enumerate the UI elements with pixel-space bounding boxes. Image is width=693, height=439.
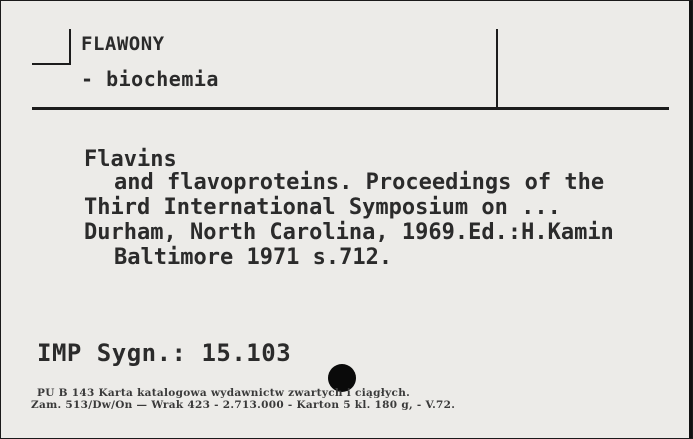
subject-heading: FLAWONY	[81, 33, 165, 55]
entry-line: Baltimore 1971 s.712.	[114, 245, 393, 270]
header-right-divider	[496, 29, 498, 109]
card-edge	[689, 1, 692, 439]
subject-subheading: - biochemia	[81, 67, 219, 91]
printer-imprint-line: Zam. 513/Dw/On — Wrak 423 - 2.713.000 - Karton 5 kl. 180 g, - V.72.	[31, 399, 456, 411]
header-rule	[32, 107, 669, 110]
entry-title: Flavins	[84, 147, 177, 172]
printer-imprint-line: PU B 143 Karta katalogowa wydawnictw zwartych i ciągłych.	[37, 387, 411, 399]
header-left-divider	[69, 29, 71, 65]
call-number: IMP Sygn.: 15.103	[37, 339, 292, 367]
entry-line: and flavoproteins. Proceedings of the	[114, 170, 605, 195]
entry-line: Durham, North Carolina, 1969.Ed.:H.Kamin	[84, 220, 614, 245]
header-left-tick	[32, 63, 70, 65]
entry-line: Third International Symposium on ...	[84, 195, 561, 220]
